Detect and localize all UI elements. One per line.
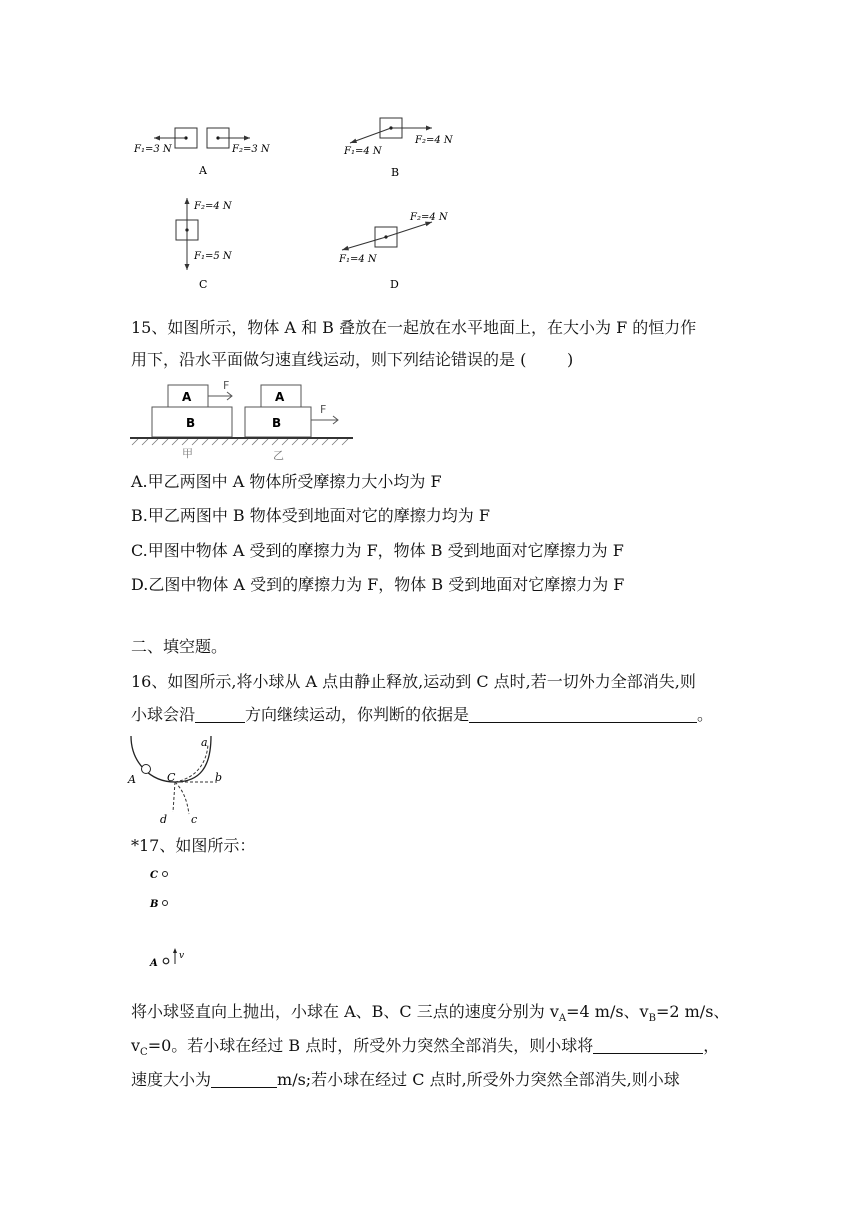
q15-figure: [128, 375, 368, 465]
q17-paragraph-line-3: 速度大小为 m/s;若小球在经过 C 点时,所受外力突然全部消失,则小球: [131, 1070, 680, 1089]
fig-b-f2: F₂=4 N: [415, 135, 453, 146]
q17-blank-1[interactable]: [593, 1037, 703, 1054]
fig-c-f2: F₂=4 N: [194, 201, 232, 212]
fig-b-label: B: [391, 166, 400, 179]
q16-fig-label-a-lower: a: [201, 736, 208, 749]
q16-line-2: [131, 705, 713, 725]
fig-d-f2: F₂=4 N: [410, 212, 448, 223]
q16-text-b: 方向继续运动，你判断的依据是: [245, 705, 470, 724]
q15-fig-label-yi: 乙: [273, 449, 284, 462]
q17-blank-2[interactable]: [211, 1071, 277, 1088]
figure-option-c: [176, 198, 233, 291]
q17-fig-label-c: C: [150, 870, 158, 881]
figure-option-b: [343, 118, 454, 179]
section-title: 二、填空题。: [131, 637, 228, 656]
q17-title: *17、如图所示：: [131, 836, 256, 855]
q16-fig-label-b: b: [215, 771, 223, 784]
q15-option-c: C.甲图中物体 A 受到的摩擦力为 F，物体 B 受到地面对它摩擦力为 F: [131, 541, 624, 560]
q15-fig-jia-force: F: [223, 379, 230, 392]
q17-paragraph-line-2: $v_C=0$。若小球在经过 B 点时，所受外力突然全部消失，则小球将 ，: [131, 1036, 720, 1059]
fig-a-label: A: [199, 164, 207, 177]
q15-fig-jia-block-a: A: [182, 390, 192, 404]
fig-b-f1: F₁=4 N: [344, 146, 382, 157]
figure-option-a: [133, 128, 271, 177]
q17-fig-label-a: A: [150, 958, 158, 969]
q17-fig-label-b: B: [150, 899, 159, 910]
q16-figure: [125, 732, 235, 827]
fig-c-label: C: [199, 278, 208, 291]
q16-fig-label-d: d: [160, 813, 168, 826]
fig-c-f1: F₁=5 N: [194, 251, 232, 262]
q15-fig-yi-force: F: [320, 403, 327, 416]
q16-blank-2[interactable]: [469, 706, 697, 723]
q15-fig-yi-block-b: B: [272, 416, 282, 430]
q16-fig-label-c-upper: C: [167, 771, 176, 784]
q15-line-1: 15、如图所示，物体 A 和 B 叠放在一起放在水平地面上，在大小为 F 的恒力作: [131, 318, 697, 337]
figure-option-d: [338, 212, 449, 291]
q15-fig-label-jia: 甲: [182, 447, 193, 460]
q17-paragraph-line-1: 将小球竖直向上抛出，小球在 A、B、C 三点的速度分别为 $v_A=4$ m/s、$v_B=2$ m/s、: [131, 1002, 730, 1025]
q16-fig-label-c-lower: c: [191, 813, 198, 826]
fig-d-label: D: [390, 278, 399, 291]
q15-fig-yi-block-a: A: [275, 390, 285, 404]
q15-option-d: D.乙图中物体 A 受到的摩擦力为 F，物体 B 受到地面对它摩擦力为 F: [131, 575, 625, 594]
q16-text-a: 小球会沿: [131, 705, 196, 724]
q15-option-b: B.甲乙两图中 B 物体受到地面对它的摩擦力均为 F: [131, 506, 490, 525]
q16-blank-1[interactable]: [195, 706, 245, 723]
q17-figure: [145, 860, 205, 975]
fig-d-f1: F₁=4 N: [339, 254, 377, 265]
q16-text-c: 。: [697, 705, 714, 724]
q15-fig-jia-block-b: B: [186, 416, 196, 430]
fig-a-f1: F₁=3 N: [134, 144, 172, 155]
q16-fig-label-a-upper: A: [128, 773, 136, 786]
q15-line-2: 用下，沿水平面做匀速直线运动，则下列结论错误的是 ( ): [131, 350, 574, 369]
q14-figures: [120, 110, 480, 300]
q17-fig-label-v: v: [179, 951, 185, 961]
q15-option-a: A.甲乙两图中 A 物体所受摩擦力大小均为 F: [131, 472, 442, 491]
fig-a-f2: F₂=3 N: [232, 144, 270, 155]
q16-line-1: 16、如图所示,将小球从 A 点由静止释放,运动到 C 点时,若一切外力全部消失,则: [131, 672, 696, 691]
